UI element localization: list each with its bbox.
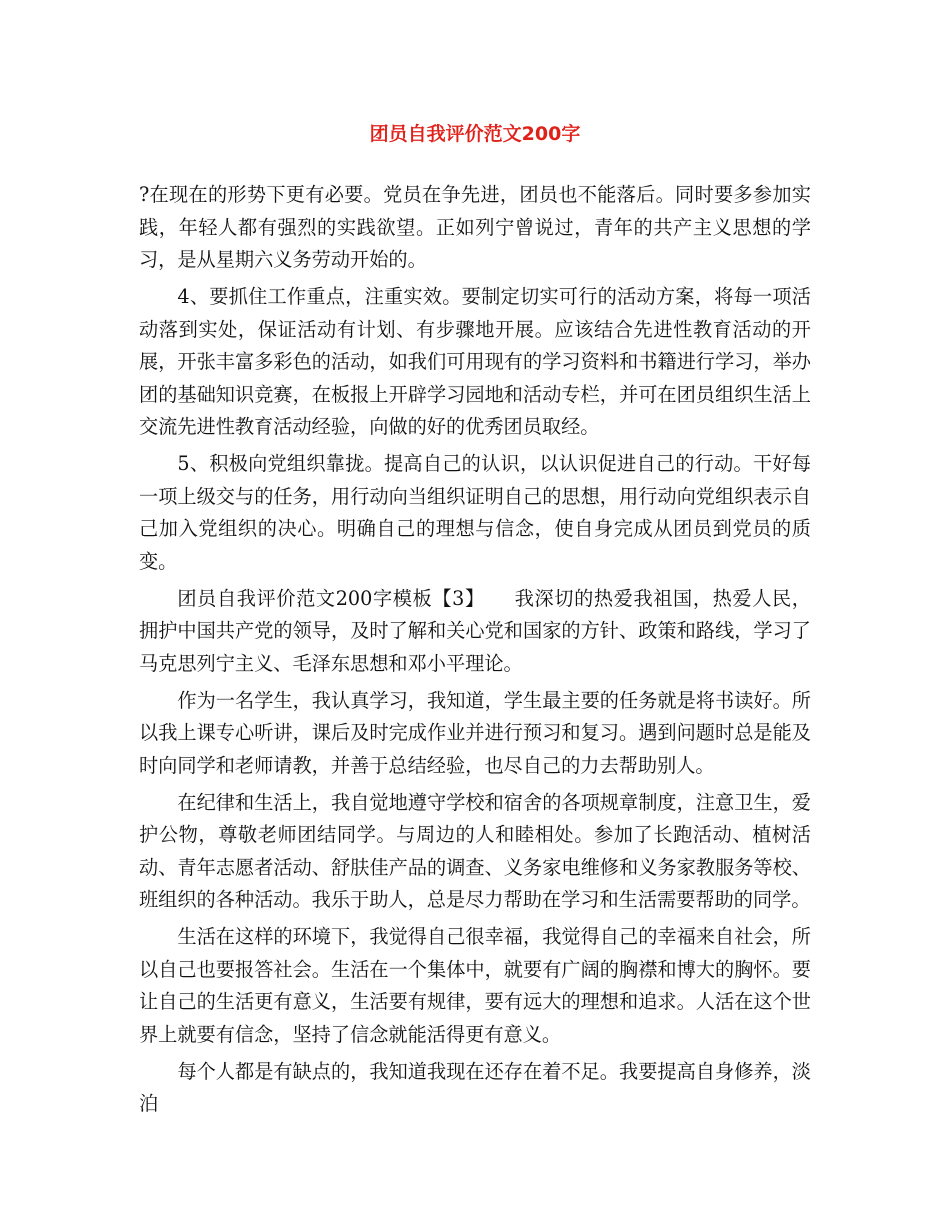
paragraph-8: 每个人都是有缺点的，我知道我现在还存在着不足。我要提高自身修养，淡泊 [139, 1059, 811, 1115]
paragraph-5: 作为一名学生，我认真学习，我知道，学生最主要的任务就是将书读好。所以我上课专心听讲，课后及时完成作业并进行预习和复习。遇到问题时总是能及时向同学和老师请教，并善于总结经验，也尽自己的力去帮助别人。 [139, 688, 811, 777]
paragraph-1: ?在现在的形势下更有必要。党员在争先进，团员也不能落后。同时要多参加实践，年轻人都有强烈的实践欲望。正如列宁曾说过，青年的共产主义思想的学习，是从星期六义务劳动开始的。 [139, 183, 811, 271]
paragraph-7: 生活在这样的环境下，我觉得自己很幸福，我觉得自己的幸福来自社会，所以自己也要报答社会。生活在一个集体中，就要有广阔的胸襟和博大的胸怀。要让自己的生活更有意义，生活要有规律，要有远大的理想和追求。人活在这个世界上就要有信念，坚持了信念就能活得更有意义。 [139, 925, 811, 1046]
paragraph-4: 团员自我评价范文200字模板【3】 我深切的热爱我祖国，热爱人民，拥护中国共产党的领导，及时了解和关心党和国家的方针、政策和路线，学习了马克思列宁主义、毛泽东思想和邓小平理论。 [139, 586, 811, 675]
paragraph-6: 在纪律和生活上，我自觉地遵守学校和宿舍的各项规章制度，注意卫生，爱护公物，尊敬老师团结同学。与周边的人和睦相处。参加了长跑活动、植树活动、青年志愿者活动、舒肤佳产品的调查、义务家电维修和义务家教服务等校、班组织的各种活动。我乐于助人，总是尽力帮助在学习和生活需要帮助的同学。 [139, 790, 811, 911]
paragraph-3: 5、积极向党组织靠拢。提高自己的认识，以认识促进自己的行动。干好每一项上级交与的任务，用行动向当组织证明自己的思想，用行动向党组织表示自己加入党组织的决心。明确自己的理想与信念，使自身完成从团员到党员的质变。 [139, 452, 811, 573]
paragraph-2: 4、要抓住工作重点，注重实效。要制定切实可行的活动方案，将每一项活动落到实处，保证活动有计划、有步骤地开展。应该结合先进性教育活动的开展，开张丰富多彩色的活动，如我们可用现有的学习资料和书籍进行学习，举办团的基础知识竞赛，在板报上开辟学习园地和活动专栏，并可在团员组织生活上交流先进性教育活动经验，向做的好的优秀团员取经。 [139, 285, 811, 438]
document-title: 团员自我评价范文200字 [369, 123, 581, 145]
document-body [139, 179, 811, 1125]
